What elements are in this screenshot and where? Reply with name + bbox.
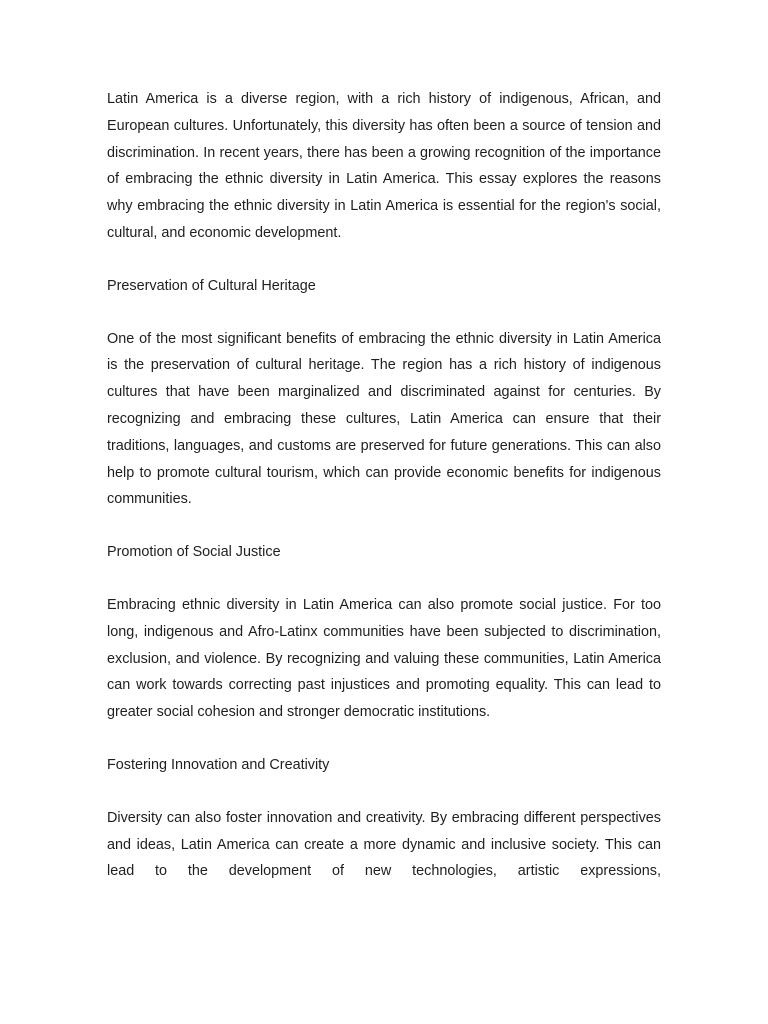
section-body-cultural-heritage: One of the most significant benefits of embracing the ethnic diversity in Latin America is the preservation of cultural heritage. The region has a rich history of indigenous cultures that have been marginalized and discriminated against for centuries. By recognizing and embracing these cultures, Latin America can ensure that their traditions, languages, and customs are preserved for future generations. This can also help to promote cultural tourism, which can provide economic benefits for indigenous communities. bbox=[107, 330, 661, 508]
section-heading-innovation: Fostering Innovation and Creativity bbox=[107, 756, 330, 773]
section-body-innovation: Diversity can also foster innovation and creativity. By embracing different perspectives and ideas, Latin America can create a more dynamic and inclusive society. This can lead to the development of new technologies, artistic expressions, bbox=[107, 809, 661, 880]
intro-paragraph: Latin America is a diverse region, with a rich history of indigenous, African, and European cultures. Unfortunately, this diversity has often been a source of tension and discrimination. In recent years, there has been a growing recognition of the importance of embracing the ethnic diversity in Latin America. This essay explores the reasons why embracing the ethnic diversity in Latin America is essential for the region's social, cultural, and economic development. bbox=[107, 91, 661, 241]
section-heading-social-justice: Promotion of Social Justice bbox=[107, 544, 281, 561]
section-heading-cultural-heritage: Preservation of Cultural Heritage bbox=[107, 277, 316, 294]
document-page bbox=[107, 86, 661, 911]
section-body-social-justice: Embracing ethnic diversity in Latin America can also promote social justice. For too long, indigenous and Afro-Latinx communities have been subjected to discrimination, exclusion, and violence. By recognizing and valuing these communities, Latin America can work towards correcting past injustices and promoting equality. This can lead to greater social cohesion and stronger democratic institutions. bbox=[107, 596, 661, 721]
